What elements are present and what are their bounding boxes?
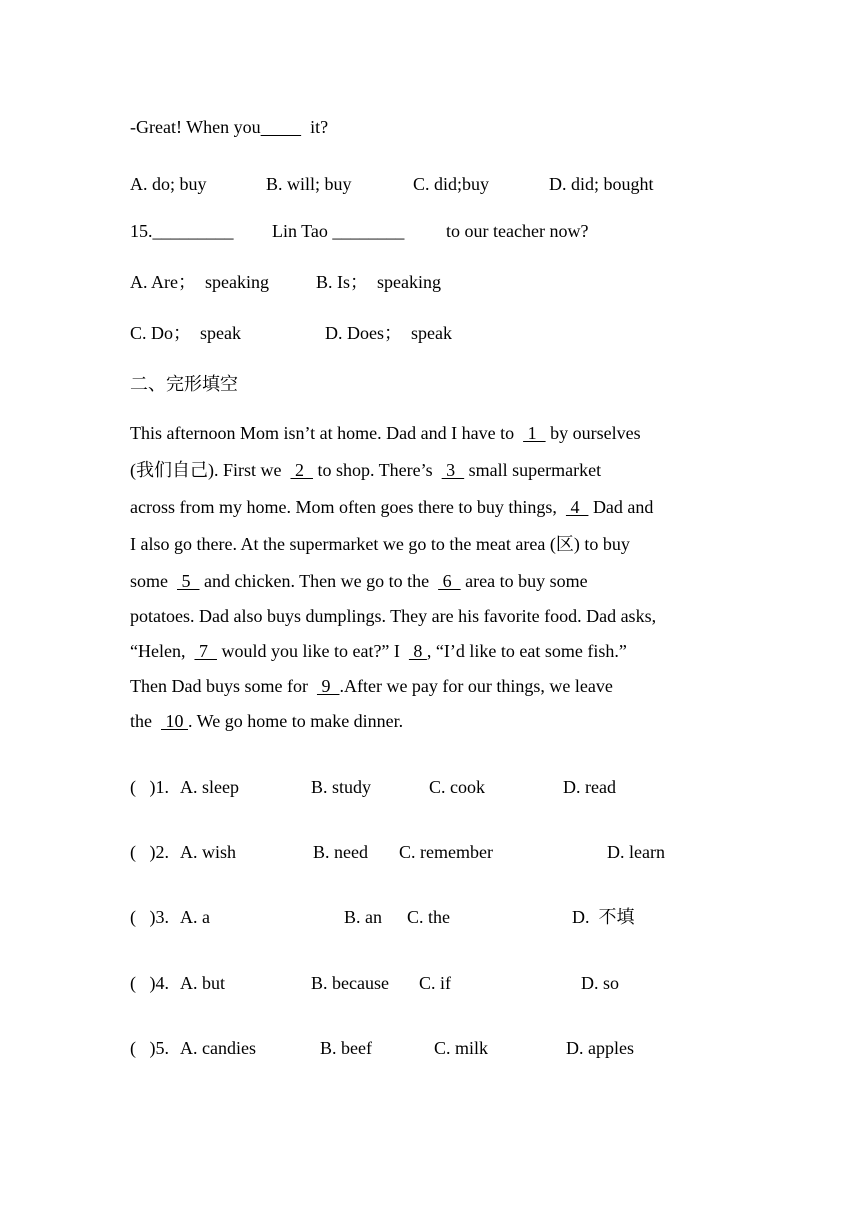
passage-line-8 bbox=[130, 675, 613, 697]
blank-4: 4 bbox=[565, 497, 589, 517]
cloze-q5-option-c: C. milk bbox=[434, 1038, 489, 1058]
cloze-q2-option-b: B. need bbox=[313, 842, 368, 862]
cloze-q2-prefix: ( )2. bbox=[130, 842, 169, 862]
blank-6: 6 bbox=[438, 571, 461, 591]
passage-text: some bbox=[130, 571, 177, 591]
cloze-q4-option-c: C. if bbox=[419, 973, 452, 993]
passage-text: This afternoon Mom isn’t at home. Dad and I have to bbox=[130, 423, 524, 443]
cloze-q1-option-c: C. cook bbox=[429, 777, 485, 797]
passage-text: would you like to eat?” I bbox=[216, 641, 409, 661]
q14-stem bbox=[130, 116, 328, 138]
cloze-q3-prefix: ( )3. bbox=[130, 907, 169, 927]
passage-line-4: I also go there. At the supermarket we go to the meat area (区) to buy bbox=[130, 534, 630, 554]
passage-line-9 bbox=[130, 710, 403, 732]
passage-text: small supermarket bbox=[464, 460, 602, 480]
passage-text: Dad and bbox=[588, 497, 654, 517]
passage-text: by ourselves bbox=[545, 423, 641, 443]
section-title: 二、完形填空 bbox=[130, 374, 238, 394]
q14-stem-text: -Great! When you bbox=[130, 117, 261, 137]
q15-option-d: D. Does； speak bbox=[325, 323, 452, 343]
q15-stem-end: to our teacher now? bbox=[446, 221, 589, 241]
blank-8: 8 bbox=[408, 641, 427, 661]
passage-line-7 bbox=[130, 640, 627, 662]
passage-line-5 bbox=[130, 570, 588, 592]
q14-blank bbox=[261, 117, 302, 137]
q14-option-a: A. do; buy bbox=[130, 174, 207, 194]
cloze-q5-option-a: A. candies bbox=[180, 1038, 256, 1058]
q15-option-c: C. Do； speak bbox=[130, 323, 241, 343]
cloze-q2-option-a: A. wish bbox=[180, 842, 237, 862]
cloze-q1-option-b: B. study bbox=[311, 777, 372, 797]
cloze-q3-option-c: C. the bbox=[407, 907, 450, 927]
blank-9: 9 bbox=[316, 676, 340, 696]
passage-text: to shop. There’s bbox=[313, 460, 442, 480]
cloze-q2-option-d: D. learn bbox=[607, 842, 665, 862]
cloze-q2-option-c: C. remember bbox=[399, 842, 493, 862]
passage-text: area to buy some bbox=[460, 571, 588, 591]
blank-2: 2 bbox=[290, 460, 313, 480]
cloze-q4-option-b: B. because bbox=[311, 973, 389, 993]
passage-text: Then Dad buys some for bbox=[130, 676, 317, 696]
q15-blank-1: _________ bbox=[152, 221, 234, 241]
cloze-q5-prefix: ( )5. bbox=[130, 1038, 169, 1058]
cloze-q3-option-d: D. 不填 bbox=[572, 907, 635, 927]
cloze-q4-option-a: A. but bbox=[180, 973, 225, 993]
blank-1: 1 bbox=[523, 423, 546, 443]
cloze-q1-prefix: ( )1. bbox=[130, 777, 169, 797]
passage-text: across from my home. Mom often goes there to buy things, bbox=[130, 497, 566, 517]
passage-line-6: potatoes. Dad also buys dumplings. They are his favorite food. Dad asks, bbox=[130, 606, 657, 626]
passage-line-2 bbox=[130, 459, 601, 481]
q15-stem-start bbox=[130, 220, 234, 242]
blank-10: 10 bbox=[161, 711, 188, 731]
q14-option-c: C. did;buy bbox=[413, 174, 490, 194]
passage-text: and chicken. Then we go to the bbox=[199, 571, 439, 591]
cloze-q5-option-d: D. apples bbox=[566, 1038, 634, 1058]
q14-option-d: D. did; bought bbox=[549, 174, 654, 194]
q15-option-b: B. Is； speaking bbox=[316, 272, 441, 292]
passage-line-3 bbox=[130, 496, 653, 518]
q15-option-a: A. Are； speaking bbox=[130, 272, 269, 292]
cloze-q3-option-b: B. an bbox=[344, 907, 382, 927]
q14-option-b: B. will; buy bbox=[266, 174, 352, 194]
q15-number: 15. bbox=[130, 221, 153, 241]
blank-7: 7 bbox=[194, 641, 217, 661]
q15-stem-mid: Lin Tao ________ bbox=[272, 221, 405, 241]
passage-text: , “I’d like to eat some fish.” bbox=[426, 641, 627, 661]
passage-line-1 bbox=[130, 422, 641, 444]
cloze-q1-option-a: A. sleep bbox=[180, 777, 239, 797]
passage-text: .After we pay for our things, we leave bbox=[339, 676, 613, 696]
q14-stem-end: it? bbox=[301, 117, 329, 137]
blank-3: 3 bbox=[441, 460, 465, 480]
passage-text: “Helen, bbox=[130, 641, 195, 661]
passage-text: . We go home to make dinner. bbox=[188, 711, 404, 731]
passage-text: the bbox=[130, 711, 161, 731]
cloze-q4-option-d: D. so bbox=[581, 973, 620, 993]
cloze-q5-option-b: B. beef bbox=[320, 1038, 372, 1058]
cloze-q1-option-d: D. read bbox=[563, 777, 616, 797]
blank-5: 5 bbox=[177, 571, 200, 591]
cloze-q4-prefix: ( )4. bbox=[130, 973, 169, 993]
passage-text: (我们自己). First we bbox=[130, 460, 291, 480]
cloze-q3-option-a: A. a bbox=[180, 907, 210, 927]
